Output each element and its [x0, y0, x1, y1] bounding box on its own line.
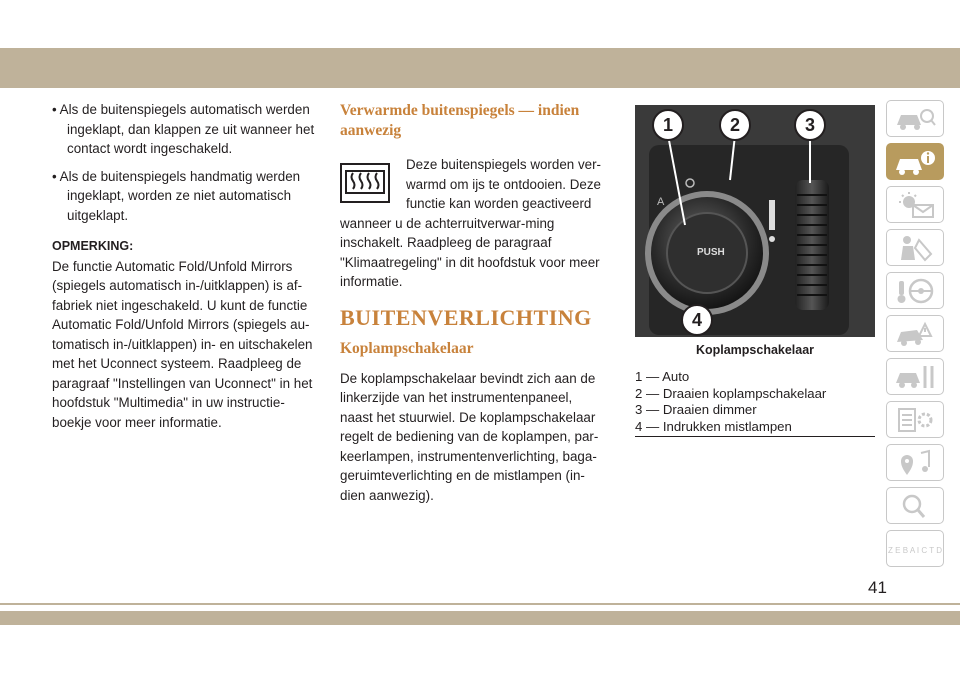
rear-defrost-icon: [340, 163, 390, 203]
legend-item: 1 — Auto: [635, 369, 690, 384]
column-left: [52, 100, 322, 432]
legend-rule: [635, 436, 875, 437]
tab-car-info[interactable]: [886, 143, 944, 180]
tab-driver-airbag[interactable]: [886, 229, 944, 266]
music-nav-icon: [893, 449, 937, 477]
tab-music-nav[interactable]: [886, 444, 944, 481]
heated-mirrors-heading: Verwarmde buitenspiegels — indien aanwezig: [340, 102, 580, 139]
push-label: PUSH: [697, 247, 725, 258]
tab-search[interactable]: [886, 487, 944, 524]
tab-car-crash[interactable]: [886, 315, 944, 352]
section-title: BUITENVERLICHTING: [340, 304, 592, 330]
tab-index[interactable]: [886, 530, 944, 567]
callout-1: 1: [662, 115, 674, 135]
figure-caption: Koplampschakelaar: [695, 343, 815, 357]
footer-rule: [0, 603, 960, 605]
defrost-text: Deze buitenspiegels worden ver-warmd om ijs te ontdooien. Deze functie kan worden geactiveerd wanneer u de achterruitverwar-ming inschakelt. Raadpleeg de paragraaf "Klimaatregeling" in dit hoofdstuk voor meer informatie.: [340, 157, 602, 289]
column-middle: [340, 101, 606, 505]
defrost-block: [340, 155, 606, 292]
headlamp-switch-photo: [635, 105, 875, 337]
index-letters: Z E B A I C T D: [888, 545, 942, 555]
specs-gear-icon: [893, 406, 937, 434]
legend-item: 2 — Draaien koplampschakelaar: [635, 385, 827, 401]
car-search-icon: [893, 105, 937, 133]
body-text: De koplampschakelaar bevindt zich aan de linkerzijde van het instrumentenpaneel, naast het stuurwiel. De koplampschakelaar regelt de bediening van de koplampen, par-keerlampen, instrumentenverlichting, baga-geruimteverlichting en de mistlampen (in-dien aanwezig).: [340, 370, 599, 503]
figure-legend: [635, 369, 875, 435]
page-number: 41: [868, 578, 887, 597]
legend-item: 3 — Draaien dimmer: [635, 402, 757, 417]
top-band: [0, 48, 960, 88]
tab-car-search[interactable]: [886, 100, 944, 137]
search-icon: [893, 492, 937, 520]
bullet-item: • Als de buitenspiegels automatisch werden ingeklapt, dan klappen ze uit wanneer het contact wordt ingeschakeld.: [52, 102, 315, 156]
bullet-item: • Als de buitenspiegels handmatig werden ingeklapt, worden ze niet automatisch uitgeklapt.: [52, 168, 301, 223]
callout-4: 4: [691, 310, 703, 330]
tab-warning-lights[interactable]: [886, 186, 944, 223]
legend-item: 4 — Indrukken mistlampen: [635, 418, 792, 434]
tab-steering[interactable]: [886, 272, 944, 309]
sub-heading: Koplampschakelaar: [340, 340, 474, 357]
callout-2: 2: [729, 115, 741, 135]
tab-car-tools[interactable]: [886, 358, 944, 395]
steering-icon: [893, 277, 937, 305]
index-letters-icon: [888, 535, 942, 563]
car-info-icon: [893, 148, 937, 176]
chapter-tabs: [886, 100, 944, 573]
car-tools-icon: [893, 363, 937, 391]
callout-3: 3: [804, 115, 816, 135]
car-crash-icon: [893, 320, 937, 348]
driver-airbag-icon: [893, 234, 937, 262]
bottom-band: [0, 611, 960, 625]
warning-lights-icon: [893, 191, 937, 219]
note-body: De functie Automatic Fold/Unfold Mirrors (spiegels automatisch in-/uitklappen) is af-fabriek niet ingeschakeld. U kunt de functie Automatic Fold/Unfold Mirrors (spiegels au-tomatisch in-/uitklappen) in- en uitschakelen met het Uconnect systeem. Raadpleeg de paragraaf "Instellingen van Uconnect" in het hoofdstuk "Multimedia" in uw instructie-boekje voor meer informatie.: [52, 258, 313, 430]
headlamp-switch-illustration: [635, 105, 875, 337]
auto-label: A: [657, 196, 665, 208]
note-title: OPMERKING:: [52, 239, 134, 253]
tab-specs[interactable]: [886, 401, 944, 438]
